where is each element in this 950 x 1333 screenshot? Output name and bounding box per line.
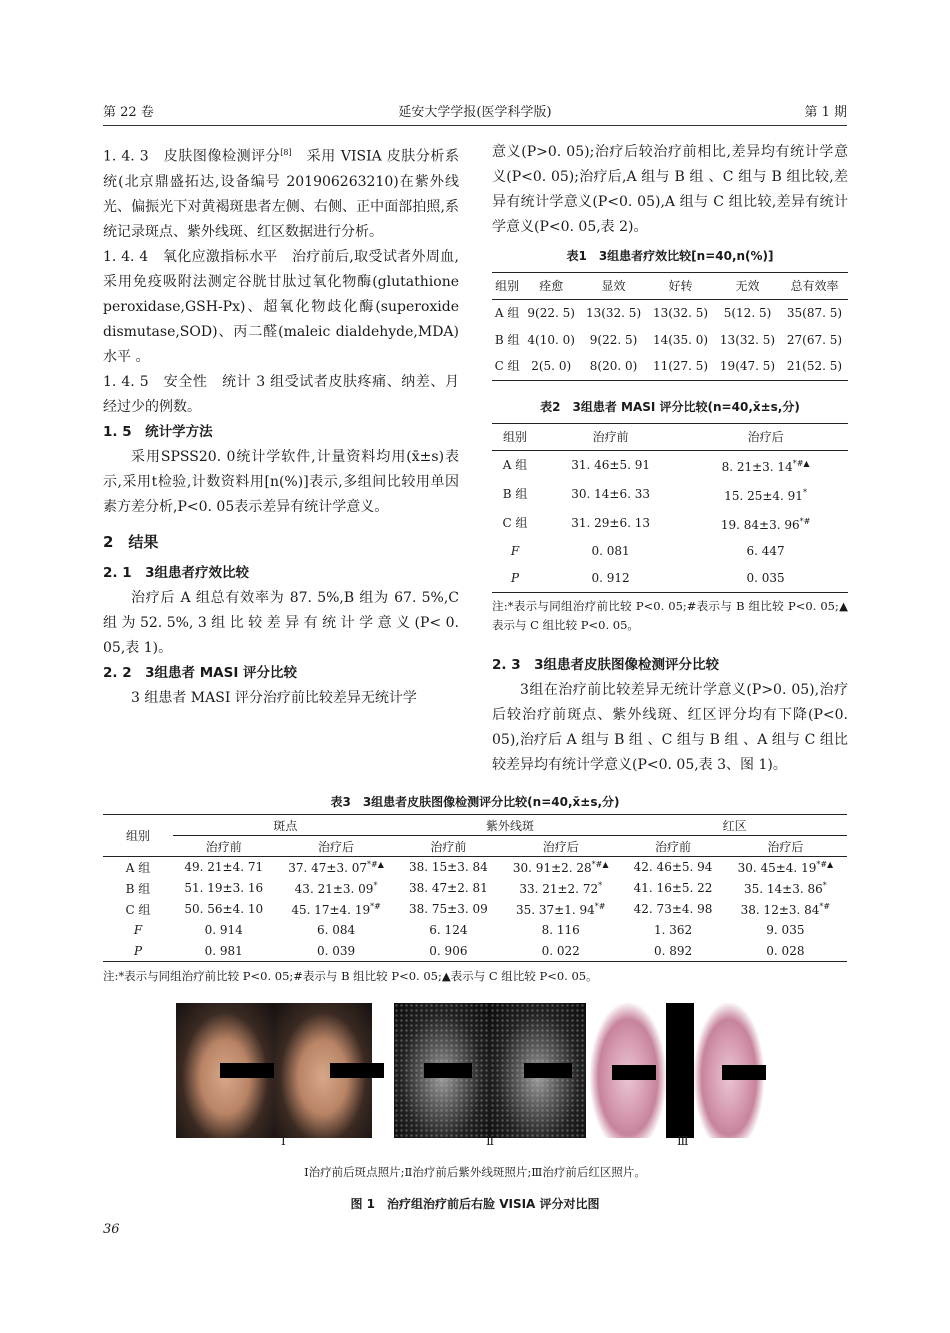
table-header: 组别 xyxy=(503,429,528,444)
table-cell: 38. 15±3. 84 xyxy=(409,860,488,875)
significance-mark: * xyxy=(822,880,827,890)
journal-title: 延安大学学报(医学科学版) xyxy=(398,105,552,120)
header-rule xyxy=(103,125,847,126)
table-cell xyxy=(724,857,847,878)
table-cell: C 组 xyxy=(125,902,151,917)
table-row xyxy=(492,480,848,509)
table-cell: 0. 035 xyxy=(746,570,785,585)
value: 8. 21±3. 14 xyxy=(721,460,793,474)
heading-1-4-3: 1. 4. 3 皮肤图像检测评分 xyxy=(103,148,281,165)
table-row xyxy=(492,538,848,565)
table2-note: 注:*表示与同组治疗前比较 P<0. 05;#表示与 B 组比较 P<0. 05;▲表示与 C 组比较 P<0. 05。 xyxy=(492,598,848,632)
heading-2-2: 2. 2 3组患者 MASI 评分比较 xyxy=(103,664,298,681)
table-row xyxy=(492,509,848,538)
table-header: 斑点 xyxy=(173,815,398,836)
privacy-bar xyxy=(612,1065,656,1080)
table-row xyxy=(492,354,848,381)
privacy-bar xyxy=(330,1063,384,1078)
table-cell: 13(32. 5) xyxy=(652,305,709,320)
significance-mark: *#▲ xyxy=(816,859,834,869)
table-cell: F xyxy=(133,923,143,937)
table-header: 显效 xyxy=(601,278,626,293)
figure-label-1: Ⅰ xyxy=(281,1134,286,1148)
body-1-5: 采用SPSS20. 0统计学软件,计量资料均用(x̄±s)表示,采用t检验,计数资料用[n(%)]表示,多组间比较用单因素方差分析,P<0. 05表示差异有统计学意义。 xyxy=(103,448,459,515)
significance-mark: *# xyxy=(799,517,811,526)
table-cell: 2(5. 0) xyxy=(531,359,572,374)
body-2-2: 3 组患者 MASI 评分治疗前比较差异无统计学 xyxy=(131,689,417,706)
heading-1-5: 1. 5 统计学方法 xyxy=(103,423,213,440)
table-cell: 31. 46±5. 91 xyxy=(571,458,650,472)
table-cell: C 组 xyxy=(502,516,528,530)
table-cell: 14(35. 0) xyxy=(652,332,709,347)
table-cell: 51. 19±3. 16 xyxy=(184,881,264,895)
table-cell: 0. 906 xyxy=(429,943,468,958)
table-cell: 41. 16±5. 22 xyxy=(633,881,713,895)
table2-caption: 表2 3组患者 MASI 评分比较(n=40,x̄±s,分) xyxy=(540,400,800,414)
privacy-bar xyxy=(722,1065,766,1080)
table-row xyxy=(103,899,847,920)
issue: 第 1 期 xyxy=(804,105,847,120)
table-row xyxy=(103,857,847,878)
table-cell: 31. 29±6. 13 xyxy=(571,516,650,530)
body-2-3: 3组在治疗前比较差异无统计学意义(P>0. 05),治疗后较治疗前斑点、紫外线斑、红区评分均有下降(P<0. 05),治疗后 A 组与 B 组 、C 组与 B 组 、A 组与 C 组比较差异均有统计学意义(P<0. 05,表 3、图 1)。 xyxy=(492,681,848,773)
table-cell: 6. 124 xyxy=(429,923,468,937)
table-cell xyxy=(274,899,397,920)
table-cell: 38. 75±3. 09 xyxy=(409,902,488,916)
table-cell: 19(47. 5) xyxy=(719,359,776,374)
table-cell: A 组 xyxy=(494,305,520,320)
table1-header xyxy=(492,273,848,300)
heading-1-4-5: 1. 4. 5 安全性 xyxy=(103,373,208,390)
table-cell: 0. 028 xyxy=(766,943,805,958)
table-row xyxy=(492,451,848,481)
para-1-4-3 xyxy=(103,140,459,245)
figure-label-2: Ⅱ xyxy=(486,1134,495,1148)
table-row xyxy=(492,300,848,327)
photo-divider xyxy=(666,1003,694,1138)
table-cell xyxy=(683,480,848,509)
table-cell: 0. 912 xyxy=(591,570,630,585)
table3 xyxy=(103,814,847,962)
heading-2-3: 2. 3 3组患者皮肤图像检测评分比较 xyxy=(492,656,720,673)
value: 37. 47±3. 07 xyxy=(288,860,368,875)
table-cell xyxy=(274,857,397,878)
value: 35. 37±1. 94 xyxy=(515,902,595,917)
table-cell: 42. 73±4. 98 xyxy=(633,902,713,916)
table-cell: 8(20. 0) xyxy=(589,359,638,374)
table-cell: 27(67. 5) xyxy=(786,332,843,347)
table-header: 治疗前 xyxy=(592,429,629,444)
table-header: 治疗前 xyxy=(430,839,467,854)
table-cell: 0. 022 xyxy=(541,943,580,958)
citation: [8] xyxy=(280,148,292,157)
body-2-2-cont: 意义(P>0. 05);治疗后较治疗前相比,差异均有统计学意义(P<0. 05);治疗后,A 组与 B 组 、C 组与 B 组比较,差异有统计学意义(P<0. 05),A 组与 C 组比较,差异有统计学意义(P<0. 05,表 2)。 xyxy=(492,144,848,235)
table-header: 治疗后 xyxy=(747,429,784,444)
value: 43. 21±3. 09 xyxy=(294,881,374,896)
table-header: 总有效率 xyxy=(790,278,839,293)
table-header: 治疗前 xyxy=(655,839,692,854)
table-cell: 9(22. 5) xyxy=(589,332,638,347)
table3-header-2 xyxy=(103,836,847,857)
para-1-4-5 xyxy=(103,370,459,420)
body-2-1: 治疗后 A 组总有效率为 87. 5%,B 组为 67. 5%,C 组 为 52. 5%, 3 组 比 较 差 异 有 统 计 学 意 义 (P< 0. 05,表 1)。 xyxy=(103,589,459,656)
table-cell: 35(87. 5) xyxy=(786,305,843,320)
table-header: 治疗后 xyxy=(318,839,355,854)
significance-mark: *# xyxy=(594,901,606,911)
privacy-bar xyxy=(524,1063,572,1078)
table-header: 治疗前 xyxy=(205,839,242,854)
figure-1 xyxy=(176,1003,764,1138)
table2 xyxy=(492,423,848,593)
value: 38. 12±3. 84 xyxy=(740,902,820,917)
heading-results: 2 结果 xyxy=(103,532,159,551)
para-1-4-4 xyxy=(103,245,459,370)
table-row xyxy=(103,941,847,962)
table-row xyxy=(492,565,848,592)
table3-block xyxy=(103,793,847,986)
table-cell: B 组 xyxy=(125,881,151,896)
table-cell: A 组 xyxy=(502,458,528,472)
heading-1-4-4: 1. 4. 4 氧化应激指标水平 xyxy=(103,248,278,265)
table-cell: 11(27. 5) xyxy=(652,359,709,374)
significance-mark: *#▲ xyxy=(591,859,609,869)
value: 30. 91±2. 28 xyxy=(512,860,592,875)
table-header: 组别 xyxy=(103,815,173,857)
value: 15. 25±4. 91 xyxy=(724,489,803,503)
table-cell xyxy=(683,509,848,538)
table-cell: 30. 14±6. 33 xyxy=(571,487,650,501)
table-cell: 13(32. 5) xyxy=(585,305,642,320)
table3-header-1 xyxy=(103,815,847,836)
significance-mark: *# xyxy=(819,901,831,911)
table-cell: 1. 362 xyxy=(653,923,693,937)
table-cell: B 组 xyxy=(494,332,520,347)
table1 xyxy=(492,272,848,381)
significance-mark: * xyxy=(802,488,807,497)
value: 19. 84±3. 96 xyxy=(720,518,800,532)
table-cell: 0. 081 xyxy=(591,544,630,558)
table-cell xyxy=(499,857,622,878)
privacy-bar xyxy=(424,1063,472,1078)
table-cell: 8. 116 xyxy=(541,923,580,937)
table-cell: 0. 914 xyxy=(204,923,243,937)
table-cell: C 组 xyxy=(494,359,520,374)
table-cell: B 组 xyxy=(502,487,528,501)
table-cell xyxy=(499,878,622,899)
body-1-4-3: 采用 VISIA 皮肤分析系统(北京鼎盛拓达,设备编号 201906263210)在紫外线光、偏振光下对黄褐斑患者左侧、右侧、正中面部拍照,系统记录斑点、紫外线斑、红区数据进行分析。 xyxy=(103,148,459,240)
table-cell: 38. 47±2. 81 xyxy=(409,881,488,895)
table3-note: 注:*表示与同组治疗前比较 P<0. 05;#表示与 B 组比较 P<0. 05;▲表示与 C 组比较 P<0. 05。 xyxy=(103,969,598,983)
significance-mark: *#▲ xyxy=(792,459,810,468)
figure-label-3: Ⅲ xyxy=(677,1134,689,1148)
table-cell xyxy=(274,878,397,899)
value: 35. 14±3. 86 xyxy=(744,881,823,896)
table-cell xyxy=(499,899,622,920)
heading-2-1: 2. 1 3组患者疗效比较 xyxy=(103,564,250,581)
running-header xyxy=(103,101,847,123)
table-cell xyxy=(724,878,847,899)
table-header: 痊愈 xyxy=(539,278,564,293)
table-cell xyxy=(683,451,848,481)
table-cell: 49. 21±4. 71 xyxy=(184,860,264,875)
table-cell: 9. 035 xyxy=(766,923,805,937)
significance-mark: *#▲ xyxy=(367,859,384,869)
table-header: 无效 xyxy=(735,278,760,293)
table-cell: A 组 xyxy=(125,860,151,875)
table-header: 红区 xyxy=(622,815,847,836)
volume: 第 22 卷 xyxy=(103,105,154,120)
table-header: 治疗后 xyxy=(542,839,579,854)
table-cell: P xyxy=(510,570,520,585)
significance-mark: *# xyxy=(370,901,381,911)
table-row xyxy=(492,327,848,354)
table-header: 治疗后 xyxy=(767,839,804,854)
table-cell xyxy=(724,899,847,920)
value: 33. 21±2. 72 xyxy=(519,881,599,896)
page-number: 36 xyxy=(103,1222,120,1237)
significance-mark: * xyxy=(373,880,378,890)
table-row xyxy=(103,878,847,899)
body-1-4-5: 统计 3 组受试者皮肤疼痛、纳差、月经过少的例数。 xyxy=(103,373,459,415)
left-column xyxy=(103,140,459,711)
value: 30. 45±4. 19 xyxy=(737,860,817,875)
table3-caption: 表3 3组患者皮肤图像检测评分比较(n=40,x̄±s,分) xyxy=(330,795,620,809)
table-cell: 21(52. 5) xyxy=(786,359,843,374)
table-cell: F xyxy=(510,544,520,558)
table-header: 组别 xyxy=(495,278,520,293)
significance-mark: * xyxy=(598,880,603,890)
table2-header xyxy=(492,424,848,451)
table-cell: 0. 892 xyxy=(653,943,693,958)
table-cell: 50. 56±4. 10 xyxy=(184,902,264,916)
table-cell: 42. 46±5. 94 xyxy=(633,860,713,875)
table-cell: 13(32. 5) xyxy=(719,332,776,347)
table-cell: 5(12. 5) xyxy=(723,305,772,320)
table-header: 好转 xyxy=(668,278,693,293)
table1-caption: 表1 3组患者疗效比较[n=40,n(%)] xyxy=(566,249,774,263)
table-cell: 0. 981 xyxy=(204,943,243,958)
value: 45. 17±4. 19 xyxy=(291,902,371,917)
table-cell: 0. 039 xyxy=(316,943,356,958)
table-row xyxy=(103,920,847,941)
table-cell: P xyxy=(133,943,143,958)
figure-subcaption: Ⅰ治疗前后斑点照片;Ⅱ治疗前后紫外线斑照片;Ⅲ治疗前后红区照片。 xyxy=(304,1165,646,1179)
table-cell: 9(22. 5) xyxy=(527,305,575,320)
figure-caption: 图 1 治疗组治疗前后右脸 VISIA 评分对比图 xyxy=(350,1197,600,1211)
table-cell: 6. 447 xyxy=(746,544,785,558)
table-header: 紫外线斑 xyxy=(398,815,623,836)
table-cell: 4(10. 0) xyxy=(527,332,575,347)
body-1-4-4: 治疗前后,取受试者外周血,采用免疫吸附法测定谷胱甘肽过氧化物酶(glutathione peroxidase,GSH-Px)、超氧化物歧化酶(superoxide dismutase,SOD)、丙二醛(maleic dialdehyde,MDA)水平 。 xyxy=(103,248,459,365)
right-column xyxy=(492,140,848,778)
privacy-bar xyxy=(220,1063,274,1078)
table-cell: 6. 084 xyxy=(316,923,356,937)
